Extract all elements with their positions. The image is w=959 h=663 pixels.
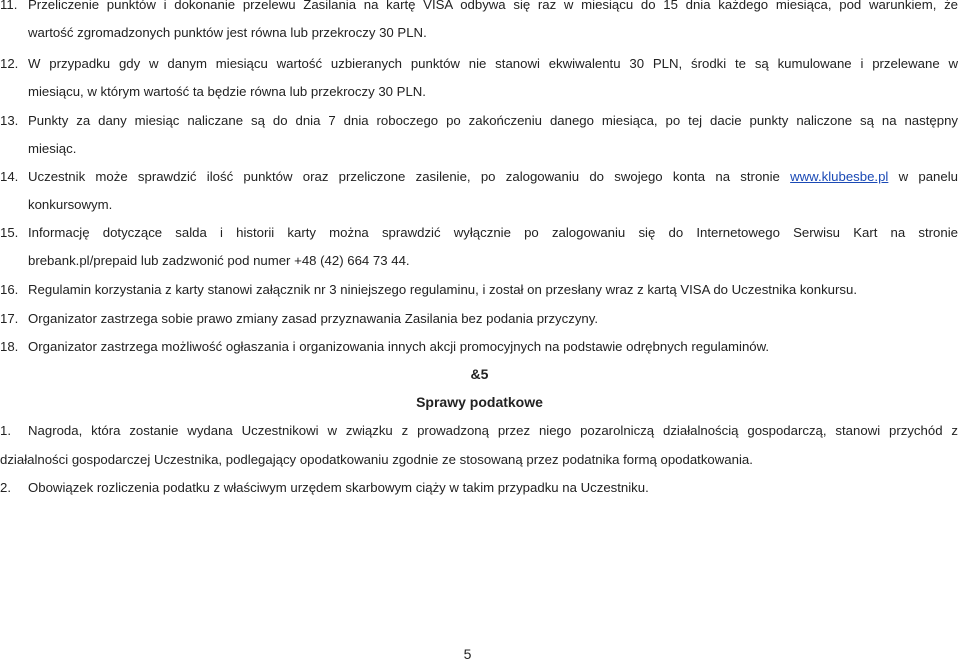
item-number: 1. [0,423,11,438]
item-text-line: Organizator zastrzega sobie prawo zmiany zasad przyznawania Zasilania bez podania przyczyny. [28,311,599,326]
item-text-line: Informację dotyczące salda i historii karty można sprawdzić wyłącznie po zalogowaniu się do Internetowego Serwisu Kart na stronie [28,225,958,240]
item-text-line: Regulamin korzystania z karty stanowi załącznik nr 3 niniejszego regulaminu, i został on przesłany wraz z kartą VISA do Uczestnika konkursu. [28,282,857,297]
item-text-line: wartość zgromadzonych punktów jest równa lub przekroczy 30 PLN. [28,25,427,40]
section-mark: &5 [470,366,489,382]
item-text: w panelu [898,169,958,184]
item-text-line: konkursowym. [28,197,113,212]
item-text-line: działalności gospodarczej Uczestnika, podlegający opodatkowaniu zgodnie ze stosowaną przez podatnika formą opodatkowania. [0,452,753,467]
item-number: 18. [0,339,19,354]
item-text-line: Organizator zastrzega możliwość ogłaszania i organizowania innych akcji promocyjnych na podstawie odrębnych regulaminów. [28,339,770,354]
item-number: 11. [0,0,18,12]
item-number: 13. [0,113,19,128]
item-text-line: brebank.pl/prepaid lub zadzwonić pod numer +48 (42) 664 73 44. [28,253,410,268]
item-text-line: Przeliczenie punktów i dokonanie przelewu Zasilania na kartę VISA odbywa się raz w miesiącu do 15 dnia każdego miesiąca, pod warunkiem, że [28,0,958,12]
item-text-line: miesiąc. [28,141,77,156]
item-text: Uczestnik może sprawdzić ilość punktów oraz przeliczone zasilenie, po zalogowaniu do swojego konta na stronie [28,169,780,184]
item-text-line: miesiącu, w którym wartość ta będzie równa lub przekroczy 30 PLN. [28,84,426,99]
item-number: 2. [0,480,11,495]
item-text-line: Obowiązek rozliczenia podatku z właściwym urzędem skarbowym ciąży w takim przypadku na Uczestniku. [28,480,649,495]
item-number: 12. [0,56,19,71]
item-number: 17. [0,311,19,326]
klubesbe-link[interactable]: www.klubesbe.pl [790,169,889,184]
item-text-line: Punkty za dany miesiąc naliczane są do dnia 7 dnia roboczego po zakończeniu danego miesiąca, po tej dacie punkty naliczone są na następny [28,113,958,128]
item-number: 15. [0,225,19,240]
item-text-line: W przypadku gdy w danym miesiącu wartość uzbieranych punktów nie stanowi ekwiwalentu 30 PLN, środki te są kumulowane i przelewane w [28,56,958,71]
item-text-line [28,169,958,189]
item-number: 14. [0,169,19,184]
item-number: 16. [0,282,19,297]
section-title: Sprawy podatkowe [416,394,543,410]
item-text-line: Nagroda, która zostanie wydana Uczestnikowi w związku z prowadzoną przez niego pozarolniczą działalnością gospodarczą, stanowi przychód z [28,423,958,438]
page-number: 5 [463,646,472,662]
